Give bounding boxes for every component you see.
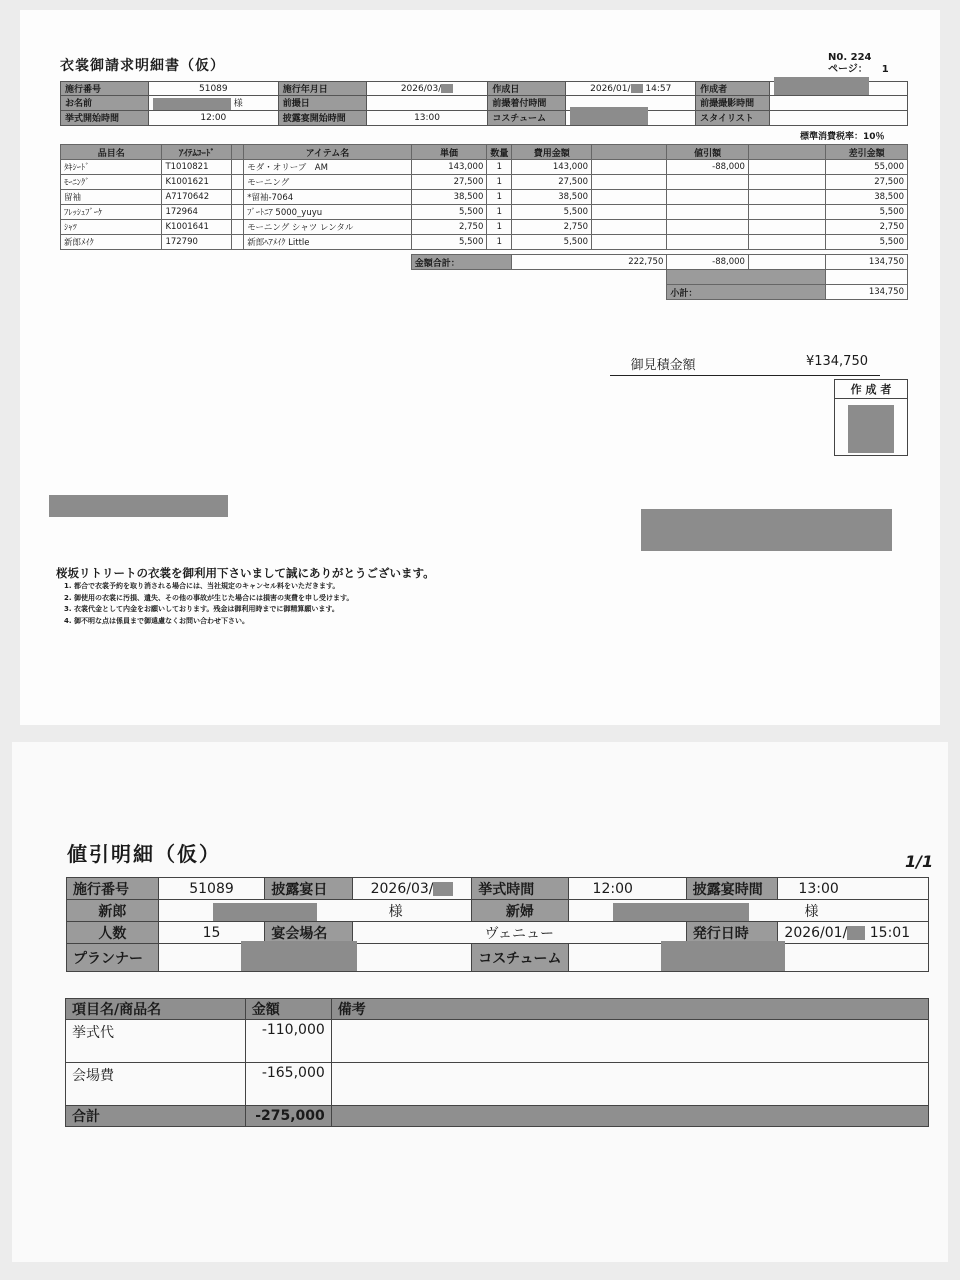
redacted-day (441, 84, 453, 93)
discount-item: 挙式代 (66, 1020, 246, 1063)
invoice-no-label: N0. (828, 52, 848, 63)
costume-value (566, 110, 696, 125)
issued-label: 発行日時 (686, 922, 778, 944)
item-unit: 2,750 (411, 220, 487, 235)
reception-date-label: 披露宴日 (265, 878, 353, 900)
discount-header-table (66, 877, 929, 972)
subtotal-label: 小計： (667, 285, 826, 300)
planner-label: プランナー (67, 944, 159, 972)
estimate-total (610, 354, 880, 376)
item-blank (232, 205, 244, 220)
item-discount (667, 190, 749, 205)
reception-date-value: 2026/03/ (352, 878, 471, 900)
item-code: T1010821 (162, 160, 232, 175)
planner-value (158, 944, 472, 972)
costume-label: コスチューム (472, 944, 568, 972)
discount-amount: -110,000 (245, 1020, 331, 1063)
total-amount: 222,750 (512, 255, 667, 270)
total-label: 金額合計： (411, 255, 512, 270)
item-name: 新郎ﾍｱﾒｲｸ Little (244, 235, 411, 250)
item-name: *留袖-7064 (244, 190, 411, 205)
item-blank (232, 160, 244, 175)
item-category: ﾌﾚｯｼｭﾌﾞｰｹ (61, 205, 162, 220)
item-blank (232, 175, 244, 190)
ceremony-start-value: 12:00 (148, 110, 278, 125)
item-discount (667, 235, 749, 250)
item-discount (667, 175, 749, 190)
item-net: 2,750 (826, 220, 908, 235)
guests-label: 人数 (67, 922, 159, 944)
item-name: モーニング シャツ レンタル (244, 220, 411, 235)
discount-row (66, 1020, 929, 1063)
issued-value: 2026/01/ 15:01 (778, 922, 929, 944)
reception-time-label: 披露宴時間 (686, 878, 778, 900)
item-amount: 2,750 (512, 220, 592, 235)
item-blank (232, 235, 244, 250)
item-amount: 143,000 (512, 160, 592, 175)
note-item: 2. 御使用の衣裳に汚損、遺失、その他の事故が生じた場合には損害の実費を申し受けます。 (64, 593, 354, 602)
item-blank (592, 175, 667, 190)
costume-value (568, 944, 928, 972)
pre-shoot-time-value (770, 96, 908, 111)
exec-date-value: 2026/03/ (366, 82, 488, 96)
page-label: ページ： (828, 64, 868, 75)
subtotal-spacer (667, 270, 826, 285)
creator-stamp-box (834, 379, 908, 456)
created-date-label: 作成日 (488, 82, 566, 96)
discount-total-label: 合計 (66, 1106, 246, 1127)
bride-label: 新婦 (472, 900, 568, 922)
stylist-label: スタイリスト (696, 110, 770, 125)
item-category: 留袖 (61, 190, 162, 205)
redacted-name (153, 98, 231, 110)
item-row (61, 160, 908, 175)
discount-title: 値引明細（仮） (67, 842, 221, 866)
invoice-no-value: 224 (850, 52, 872, 63)
item-blank (748, 160, 825, 175)
exec-date-label: 施行年月日 (278, 82, 366, 96)
item-qty: 1 (487, 205, 512, 220)
invoice-header-table (60, 81, 908, 126)
total-net: 134,750 (826, 255, 908, 270)
subtotal-value: 134,750 (826, 285, 908, 300)
note-item: 1. 都合で衣裳予約を取り消される場合には、当社規定のキャンセル料をいただきます。 (64, 582, 340, 590)
exec-no-value: 51089 (148, 82, 278, 96)
item-code: K1001621 (162, 175, 232, 190)
redacted-creator (774, 77, 869, 95)
item-blank (748, 190, 825, 205)
item-code: A7170642 (162, 190, 232, 205)
item-blank (232, 220, 244, 235)
discount-detail-table (65, 998, 929, 1127)
guests-value: 15 (158, 922, 265, 944)
item-qty: 1 (487, 190, 512, 205)
discount-total-row (66, 1106, 929, 1127)
item-name: ﾌﾞｰﾄﾆｱ 5000_yuyu (244, 205, 411, 220)
col-unit-price: 単価 (411, 145, 487, 160)
item-net: 5,500 (826, 205, 908, 220)
item-row (61, 235, 908, 250)
col-category: 品目名 (61, 145, 162, 160)
redacted-costume (570, 107, 648, 125)
item-row (61, 220, 908, 235)
discount-row (66, 1063, 929, 1106)
item-net: 55,000 (826, 160, 908, 175)
costume-invoice-sheet (20, 10, 940, 725)
item-unit: 27,500 (411, 175, 487, 190)
total-row (61, 255, 908, 270)
creator-box-label: 作 成 者 (835, 380, 907, 399)
items-table (60, 144, 908, 300)
item-row (61, 175, 908, 190)
total-discount: -88,000 (667, 255, 749, 270)
item-name: モーニング (244, 175, 411, 190)
item-row (61, 205, 908, 220)
item-category: ﾓｰﾆﾝｸﾞ (61, 175, 162, 190)
item-code: 172790 (162, 235, 232, 250)
item-blank (592, 205, 667, 220)
total-blank (748, 255, 825, 270)
item-category: ﾀｷｼｰﾄﾞ (61, 160, 162, 175)
name-value: 様 (148, 96, 278, 111)
discount-total-value: -275,000 (245, 1106, 331, 1127)
estimate-value: ¥134,750 (805, 354, 868, 369)
item-discount (667, 220, 749, 235)
redacted-bride (613, 903, 749, 921)
invoice-title: 衣裳御請求明細書（仮） (60, 58, 225, 74)
col-item-name: アイテム名 (244, 145, 411, 160)
pre-shoot-date-value (366, 96, 488, 111)
item-blank (748, 175, 825, 190)
item-row (61, 190, 908, 205)
creator-value (770, 82, 908, 96)
reception-start-label: 披露宴開始時間 (278, 110, 366, 125)
pre-dress-time-label: 前撮着付時間 (488, 96, 566, 111)
redacted-block-left (49, 495, 228, 517)
redacted-day (847, 926, 865, 940)
redacted-day (433, 882, 453, 896)
col-amount: 金額 (245, 999, 331, 1020)
item-blank (748, 205, 825, 220)
discount-page: 1/1 (905, 852, 934, 871)
name-label: お名前 (61, 96, 149, 111)
pre-shoot-time-label: 前撮撮影時間 (696, 96, 770, 111)
item-amount: 5,500 (512, 235, 592, 250)
tax-rate: 標準消費税率：10％ (800, 132, 885, 142)
col-qty: 数量 (487, 145, 512, 160)
ceremony-time-label: 挙式時間 (472, 878, 568, 900)
discount-rows (66, 1020, 929, 1106)
ceremony-start-label: 挙式開始時間 (61, 110, 149, 125)
item-code: 172964 (162, 205, 232, 220)
item-category: ｼｬﾂ (61, 220, 162, 235)
discount-amount: -165,000 (245, 1063, 331, 1106)
item-blank (592, 160, 667, 175)
item-discount: -88,000 (667, 160, 749, 175)
redacted-block-right (641, 509, 892, 551)
item-blank (592, 190, 667, 205)
item-code: K1001641 (162, 220, 232, 235)
item-blank (748, 235, 825, 250)
col-code: ｱｲﾃﾑｺｰﾄﾞ (162, 145, 232, 160)
exec-no-label: 施行番号 (67, 878, 159, 900)
item-blank (748, 220, 825, 235)
col-remarks: 備考 (331, 999, 928, 1020)
exec-no-value: 51089 (158, 878, 265, 900)
item-net: 27,500 (826, 175, 908, 190)
groom-value: 様 (158, 900, 472, 922)
item-net: 38,500 (826, 190, 908, 205)
groom-label: 新郎 (67, 900, 159, 922)
item-rows (61, 160, 908, 250)
col-blank (592, 145, 667, 160)
item-amount: 5,500 (512, 205, 592, 220)
item-qty: 1 (487, 160, 512, 175)
reception-start-value: 13:00 (366, 110, 488, 125)
subtotal-spacer-cell (826, 270, 908, 285)
discount-note (331, 1020, 928, 1063)
creator-label: 作成者 (696, 82, 770, 96)
stylist-value (770, 110, 908, 125)
redacted-planner (241, 941, 357, 971)
redacted-stamp (848, 405, 894, 453)
item-blank (232, 190, 244, 205)
invoice-number-block (828, 52, 889, 76)
thanks-message: 桜坂リトリートの衣裳を御利用下さいまして誠にありがとうございます。 (56, 566, 435, 580)
discount-item: 会場費 (66, 1063, 246, 1106)
item-qty: 1 (487, 235, 512, 250)
item-unit: 5,500 (411, 235, 487, 250)
redacted-day (631, 84, 643, 93)
venue-value: ヴェニュー (352, 922, 686, 944)
item-unit: 143,000 (411, 160, 487, 175)
bride-value: 様 (568, 900, 928, 922)
discount-detail-sheet (12, 742, 948, 1262)
discount-note (331, 1063, 928, 1106)
note-item: 4. 御不明な点は係員まで御遠慮なくお問い合わせ下さい。 (64, 616, 249, 625)
page-value: 1 (881, 64, 889, 75)
item-unit: 38,500 (411, 190, 487, 205)
item-amount: 38,500 (512, 190, 592, 205)
item-blank (592, 235, 667, 250)
note-item: 3. 衣裳代金として内金をお願いしております。残金は御利用時までに御精算願います。 (64, 605, 339, 613)
venue-label: 宴会場名 (265, 922, 353, 944)
redacted-groom (213, 903, 317, 921)
item-name: モダ・オリーブ AM (244, 160, 411, 175)
item-category: 新郎ﾒｲｸ (61, 235, 162, 250)
item-qty: 1 (487, 175, 512, 190)
reception-time-value: 13:00 (778, 878, 929, 900)
col-net: 差引金額 (826, 145, 908, 160)
item-discount (667, 205, 749, 220)
col-amount: 費用金額 (512, 145, 592, 160)
created-date-value: 2026/01/ 14:57 (566, 82, 696, 96)
col-item: 項目名/商品名 (66, 999, 246, 1020)
discount-total-remarks (331, 1106, 928, 1127)
exec-no-label: 施行番号 (61, 82, 149, 96)
item-amount: 27,500 (512, 175, 592, 190)
col-blank (748, 145, 825, 160)
costume-label: コスチューム (488, 110, 566, 125)
pre-shoot-date-label: 前撮日 (278, 96, 366, 111)
col-spacer (232, 145, 244, 160)
notes-list (64, 581, 353, 627)
ceremony-time-value: 12:00 (568, 878, 686, 900)
item-unit: 5,500 (411, 205, 487, 220)
item-net: 5,500 (826, 235, 908, 250)
col-discount: 値引額 (667, 145, 749, 160)
redacted-costume (661, 941, 785, 971)
estimate-label: 御見積金額 (630, 358, 696, 373)
item-blank (592, 220, 667, 235)
item-qty: 1 (487, 220, 512, 235)
subtotal-row (61, 285, 908, 300)
